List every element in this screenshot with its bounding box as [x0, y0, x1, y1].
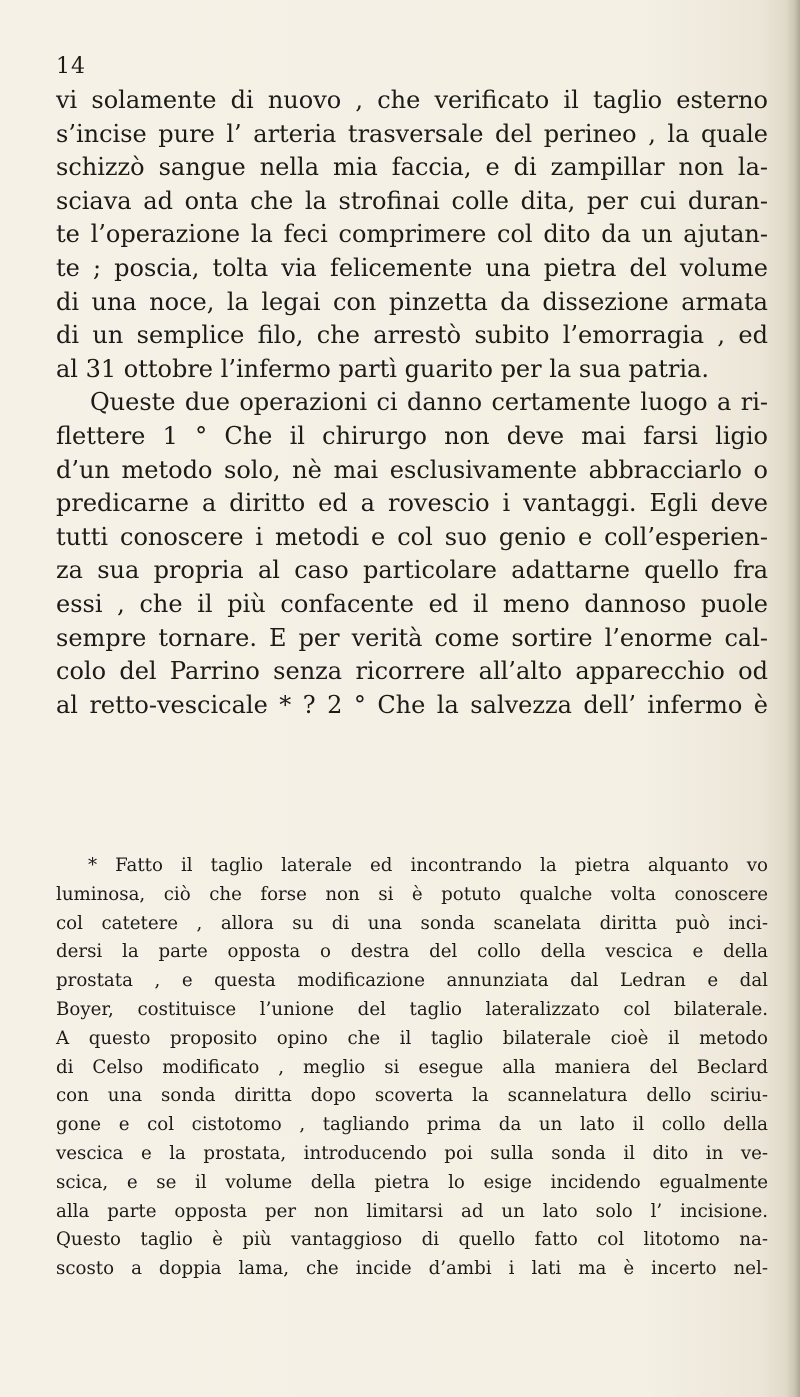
- body-line: di un semplice filo, che arrestò subito l’emorragia , ed: [56, 321, 768, 350]
- footnote-line: scosto a doppia lama, che incide d’ambi i lati ma è incerto nel-: [56, 1258, 768, 1280]
- body-line: s’incise pure l’ arteria trasversale del perineo , la quale: [56, 119, 768, 148]
- footnote: [56, 852, 768, 1284]
- footnote-line: Questo taglio è più vantaggioso di quello fatto col litotomo na-: [56, 1229, 768, 1251]
- body-line: al 31 ottobre l’infermo partì guarito per la sua patria.: [56, 354, 709, 383]
- footnote-line: prostata , e questa modificazione annunziata dal Ledran e dal: [56, 970, 768, 992]
- body-line: te ; poscia, tolta via felicemente una pietra del volume: [56, 253, 768, 282]
- body-line: al retto-vescicale * ? 2 ° Che la salvezza dell’ infermo è: [56, 690, 768, 719]
- body-line: za sua propria al caso particolare adattarne quello fra: [56, 556, 768, 585]
- page-number: 14: [56, 54, 86, 79]
- footnote-line: alla parte opposta per non limitarsi ad un lato solo l’ incisione.: [56, 1200, 768, 1222]
- body-line: tutti conoscere i metodi e col suo genio e coll’esperien-: [56, 522, 768, 551]
- body-line: colo del Parrino senza ricorrere all’alto apparecchio od: [56, 657, 768, 686]
- footnote-line: con una sonda diritta dopo scoverta la scannelatura dello sciriu-: [56, 1085, 768, 1107]
- body-line: sciava ad onta che la strofinai colle dita, per cui duran-: [56, 186, 768, 215]
- body-line: schizzò sangue nella mia faccia, e di zampillar non la-: [56, 153, 768, 182]
- page-edge-shadow: [786, 0, 800, 1397]
- footnote-line: col catetere , allora su di una sonda scanelata diritta può inci-: [56, 912, 768, 934]
- body-line: sempre tornare. E per verità come sortire l’enorme cal-: [56, 623, 768, 652]
- body-line: te l’operazione la feci comprimere col dito da un ajutan-: [56, 220, 768, 249]
- footnote-line: luminosa, ciò che forse non si è potuto qualche volta conoscere: [56, 883, 768, 905]
- footnote-line: dersi la parte opposta o destra del collo della vescica e della: [56, 941, 768, 963]
- body-line: d’un metodo solo, nè mai esclusivamente abbracciarlo o: [56, 455, 768, 484]
- footnote-line: scica, e se il volume della pietra lo esige incidendo egualmente: [56, 1171, 768, 1193]
- body-line: Queste due operazioni ci danno certamente luogo a ri-: [90, 388, 768, 417]
- footnote-line: * Fatto il taglio laterale ed incontrando la pietra alquanto vo: [88, 855, 768, 876]
- footnote-line: di Celso modificato , meglio si esegue alla maniera del Beclard: [56, 1056, 768, 1078]
- footnote-line: gone e col cistotomo , tagliando prima da un lato il collo della: [56, 1114, 768, 1136]
- body-line: flettere 1 ° Che il chirurgo non deve mai farsi ligio: [56, 421, 768, 450]
- body-line: essi , che il più confacente ed il meno dannoso puole: [56, 589, 768, 618]
- body-line: di una noce, la legai con pinzetta da dissezione armata: [56, 287, 768, 316]
- body-line: predicarne a diritto ed a rovescio i vantaggi. Egli deve: [56, 489, 768, 518]
- footnote-line: A questo proposito opino che il taglio bilaterale cioè il metodo: [56, 1027, 768, 1049]
- footnote-line: vescica e la prostata, introducendo poi sulla sonda il dito in ve-: [56, 1142, 768, 1164]
- footnote-line: Boyer, costituisce l’unione del taglio lateralizzato col bilaterale.: [56, 998, 768, 1020]
- body-text: [56, 84, 768, 722]
- body-line: vi solamente di nuovo , che verificato il taglio esterno: [56, 86, 768, 114]
